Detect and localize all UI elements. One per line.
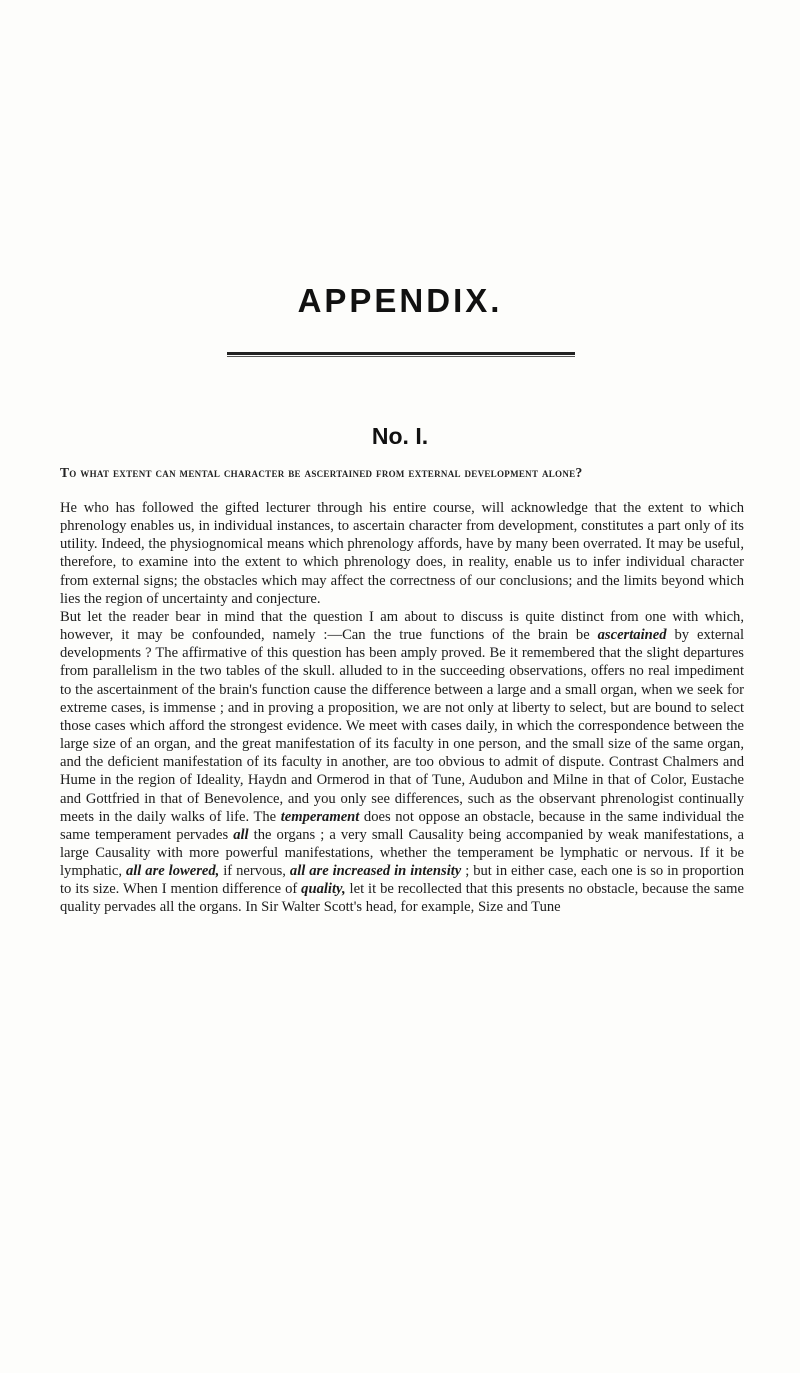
- italic-text: quality,: [301, 881, 346, 898]
- paragraph-2: [60, 608, 744, 917]
- italic-text: all: [233, 826, 249, 843]
- italic-text: temperament: [280, 808, 360, 825]
- text-run: let it be recollected that this presents no obstacle, because the same quality pervades all the organs. In Sir Walter Scott's head, for example, Size and Tune: [60, 881, 744, 916]
- text-run: the organs ; a very small Causality being accompanied by weak manifestations, a large Causality with more powerful manifestations, whether the temperament be lymphatic or nervous. If it be lymphatic,: [60, 826, 744, 880]
- text-run: if nervous,: [219, 863, 290, 880]
- body-text: [60, 499, 744, 917]
- italic-text: ascertained: [597, 627, 667, 644]
- heading-rule: [227, 352, 575, 355]
- text-run: He who has followed the gifted lecturer through his entire course, will acknowledge that the extent to which phrenology enables us, in individual instances, to ascertain character from development, constitutes a part only of its utility. Indeed, the physiognomical means which phrenology affords, have by many been overrated. It may be useful, therefore, to examine into the extent to which phrenology does, in reality, enable us to infer individual character from external signs; the obstacles which may affect the correctness of our conclusions; and the limits beyond which lies the region of uncertainty and conjecture.: [60, 500, 744, 607]
- section-question: To what extent can mental character be ascertained from external development alone?: [60, 465, 583, 480]
- text-run: But let the reader bear in mind that the question I am about to discuss is quite distinct from one with which, however, it may be confounded, namely :—Can the true functions of the brain be: [60, 608, 744, 644]
- paragraph-1: [60, 499, 744, 608]
- italic-text: all are increased in intensity: [289, 863, 462, 880]
- appendix-heading: APPENDIX.: [297, 282, 503, 319]
- text-run: by external developments ? The affirmative of this question has been amply proved. Be it remembered that the slight departures from parallelism in the two tables of the skull. alluded to in the succeeding observations, offers no real impediment to the ascertainment of the brain's function cause the difference between a large and a small organ, when we seek for extreme cases, is immense ; and in proving a proposition, we are not only at liberty to select, but are bound to select those cases which afford the strongest evidence. We meet with cases daily, in which the correspondence between the large size of an organ, and the great manifestation of its faculty in one person, and the small size of the same organ, and the deficient manifestation of its faculty in another, are too obvious to admit of dispute. Contrast Chalmers and Hume in the region of Ideality, Haydn and Ormerod in that of Tune, Audubon and Milne in that of Color, Eustache and Gottfried in that of Benevolence, and you only see differences, such as the observant phrenologist continually meets in the daily walks of life. The: [60, 627, 745, 825]
- text-run: ; but in either case, each one is so in proportion to its size. When I mention difference of: [60, 863, 744, 898]
- text-run: does not oppose an obstacle, because in the same individual the same temperament pervades: [60, 808, 744, 843]
- italic-text: all are lowered,: [125, 863, 220, 880]
- section-number: No. I.: [371, 423, 429, 449]
